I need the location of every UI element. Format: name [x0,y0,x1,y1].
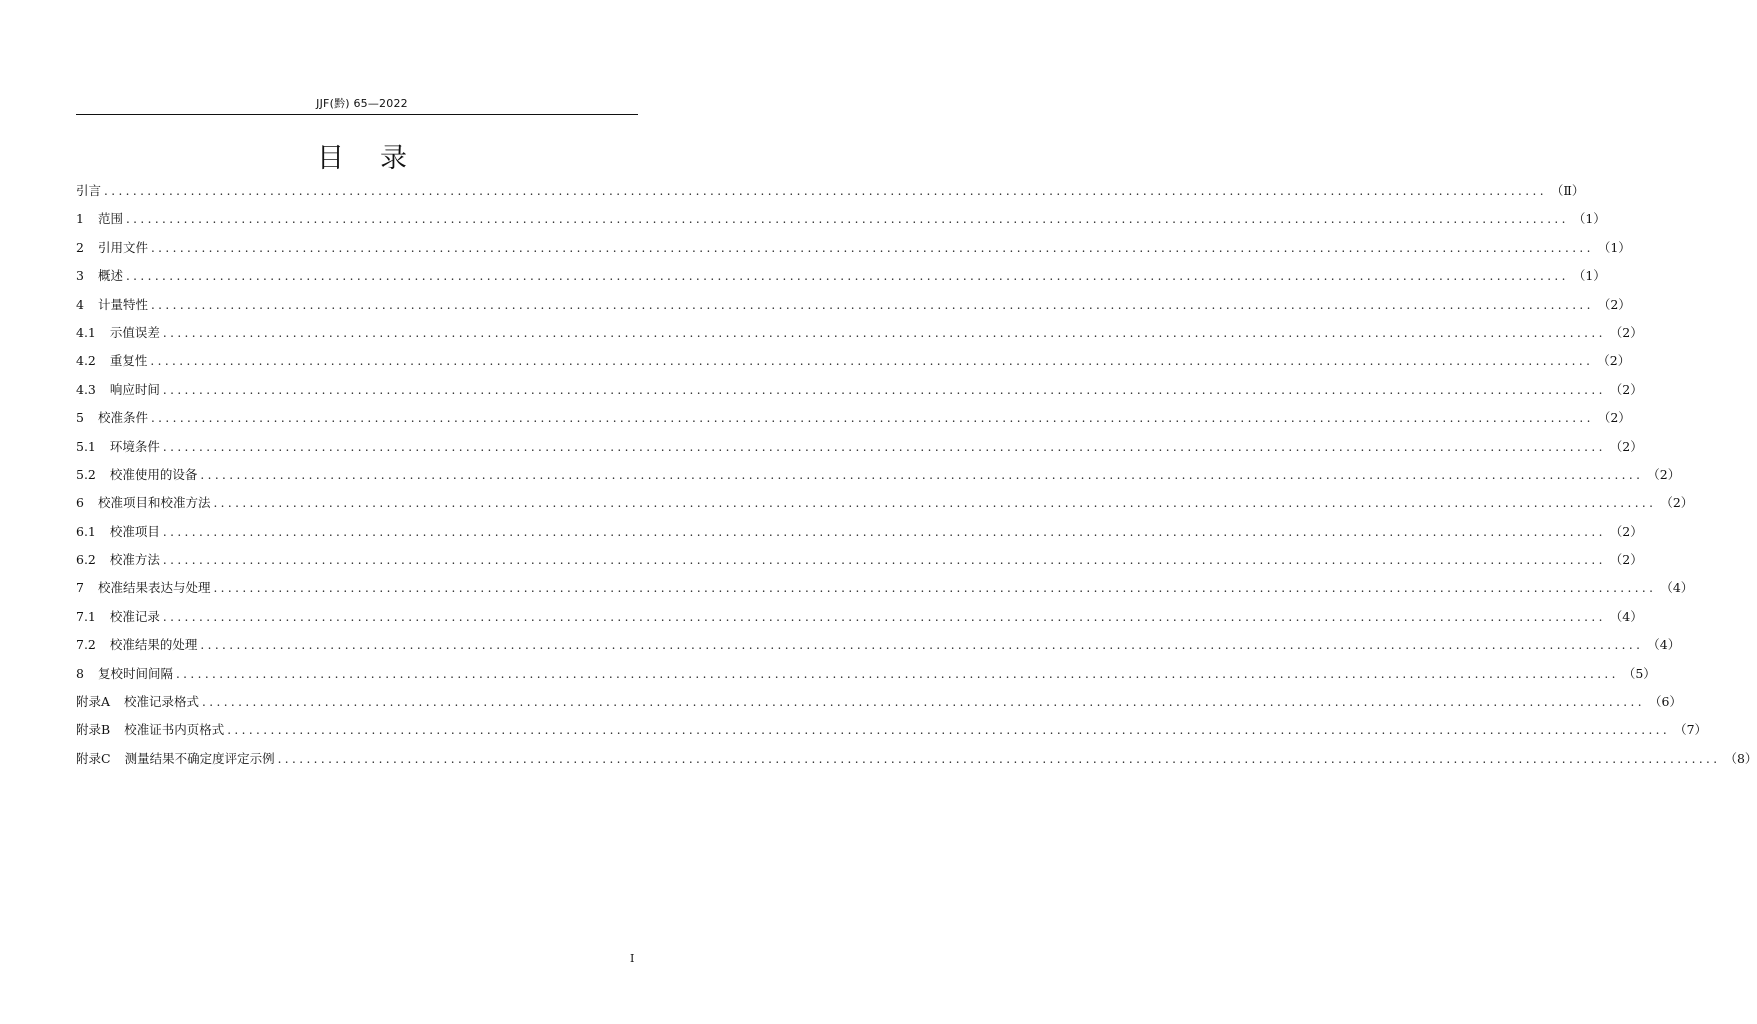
toc-entry-label: 校准结果的处理 [109,637,198,653]
toc-entry-number: 6.1 [76,523,96,539]
toc-dot-leader: ........................................................................................................................................................................................................ [162,524,1606,539]
toc-dot-leader: ........................................................................................................................................................................................................ [162,382,1606,397]
toc-entry-number: 7 [76,580,84,596]
toc-entry-label: 示值误差 [109,324,160,340]
toc-entry-label: 环境条件 [109,438,160,454]
toc-entry-page: （4） [1660,580,1694,596]
toc-dot-leader: ........................................................................................................................................................................................................ [150,297,1594,312]
toc-entry-page: （1） [1572,211,1606,227]
toc-entry[interactable] [76,380,1643,408]
toc-entry-number: 7.2 [76,637,96,653]
toc-entry-page: （1） [1597,239,1631,255]
toc-dot-leader: ........................................................................................................................................................................................................ [213,581,1657,596]
toc-entry-page: （6） [1648,694,1682,710]
toc-entry[interactable] [76,635,1681,663]
toc-entry-label: 校准使用的设备 [109,466,198,482]
toc-entry-number: 5 [76,410,84,426]
toc-entry-label: 范围 [97,211,123,227]
toc-entry[interactable] [76,323,1643,351]
toc-entry-number: 5.2 [76,466,96,482]
toc-entry-number: 7.1 [76,608,96,624]
toc-entry-label: 校准记录格式 [124,694,200,710]
toc-entry[interactable] [76,266,1606,294]
toc-entry-label: 校准结果表达与处理 [97,580,211,596]
toc-entry[interactable] [76,408,1631,436]
document-header: JJF(黔) 65—2022 [316,97,408,110]
toc-entry[interactable] [76,522,1643,550]
toc-entry[interactable] [76,607,1643,635]
toc-dot-leader: ........................................................................................................................................................................................................ [162,439,1606,454]
toc-dot-leader: ........................................................................................................................................................................................................ [125,269,1569,284]
toc-dot-leader: ........................................................................................................................................................................................................ [104,184,1547,198]
toc-entry[interactable] [76,181,1585,209]
toc-entry-label: 引言 [76,183,102,198]
toc-dot-leader: ........................................................................................................................................................................................................ [150,240,1594,255]
toc-entry-label: 校准条件 [97,410,148,426]
toc-entry-page: （2） [1609,438,1643,454]
toc-entry[interactable] [76,578,1694,606]
toc-entry-label: 校准方法 [109,552,160,568]
page-number: I [630,952,635,965]
toc-dot-leader: ........................................................................................................................................................................................................ [277,751,1721,766]
toc-entry-number: 2 [76,239,84,255]
toc-entry-label: 校准项目 [109,523,160,539]
toc-dot-leader: ........................................................................................................................................................................................................ [162,609,1606,624]
toc-entry-number: 6.2 [76,552,96,568]
toc-entry-number: 5.1 [76,438,96,454]
toc-entry-number: 4.1 [76,324,96,340]
toc-entry-number: 附录A [76,694,111,710]
toc-entry-number: 1 [76,211,84,227]
header-rule [76,114,638,115]
toc-entry-label: 响应时间 [109,381,160,397]
toc-entry-label: 引用文件 [97,239,148,255]
toc-entry[interactable] [76,720,1708,748]
page-title: 目录 [317,143,443,174]
toc-entry-number: 附录B [76,722,111,738]
toc-entry-page: （Ⅱ） [1550,183,1585,198]
toc-entry-number: 4 [76,296,84,312]
toc-entry-label: 重复性 [109,353,148,369]
toc-entry-page: （2） [1609,523,1643,539]
toc-entry-label: 校准记录 [109,608,160,624]
toc-dot-leader: ........................................................................................................................................................................................................ [227,723,1671,738]
toc-dot-leader: ........................................................................................................................................................................................................ [162,325,1606,340]
toc-entry-label: 测量结果不确定度评定示例 [124,750,275,766]
toc-dot-leader: ........................................................................................................................................................................................................ [175,666,1619,681]
toc-entry-label: 计量特性 [97,296,148,312]
toc-entry[interactable] [76,493,1694,521]
toc-dot-leader: ........................................................................................................................................................................................................ [200,467,1644,482]
toc-dot-leader: ........................................................................................................................................................................................................ [200,638,1644,653]
toc-entry-label: 校准证书内页格式 [124,722,225,738]
toc-dot-leader: ........................................................................................................................................................................................................ [162,553,1606,568]
table-of-contents [76,181,1757,777]
toc-entry[interactable] [76,437,1643,465]
toc-entry-number: 8 [76,665,84,681]
toc-entry[interactable] [76,209,1606,237]
toc-dot-leader: ........................................................................................................................................................................................................ [125,212,1569,227]
toc-entry-page: （2） [1609,552,1643,568]
toc-entry-label: 校准项目和校准方法 [97,495,211,511]
toc-entry-page: （2） [1597,296,1631,312]
toc-entry-label: 概述 [97,268,123,284]
toc-entry[interactable] [76,664,1656,692]
toc-dot-leader: ........................................................................................................................................................................................................ [213,496,1657,511]
toc-entry-page: （2） [1609,381,1643,397]
toc-entry-page: （2） [1647,466,1681,482]
toc-dot-leader: ........................................................................................................................................................................................................ [150,354,1594,369]
toc-entry[interactable] [76,238,1631,266]
toc-entry-number: 3 [76,268,84,284]
toc-entry-page: （5） [1622,665,1656,681]
toc-dot-leader: ........................................................................................................................................................................................................ [150,411,1594,426]
toc-entry[interactable] [76,295,1631,323]
toc-entry-page: （2） [1609,324,1643,340]
toc-entry[interactable] [76,692,1682,720]
toc-entry[interactable] [76,749,1757,777]
toc-entry-number: 4.2 [76,353,96,369]
toc-entry[interactable] [76,465,1681,493]
toc-entry[interactable] [76,550,1643,578]
toc-entry[interactable] [76,351,1631,379]
toc-entry-number: 4.3 [76,381,96,397]
toc-entry-label: 复校时间间隔 [97,665,173,681]
toc-entry-page: （1） [1572,268,1606,284]
toc-entry-page: （2） [1660,495,1694,511]
toc-entry-page: （4） [1647,637,1681,653]
toc-entry-number: 附录C [76,750,111,766]
toc-dot-leader: ........................................................................................................................................................................................................ [202,695,1645,710]
toc-entry-page: （7） [1674,722,1708,738]
toc-entry-page: （2） [1597,353,1631,369]
toc-entry-page: （8） [1724,750,1757,766]
toc-entry-number: 6 [76,495,84,511]
toc-entry-page: （4） [1609,608,1643,624]
toc-entry-page: （2） [1597,410,1631,426]
